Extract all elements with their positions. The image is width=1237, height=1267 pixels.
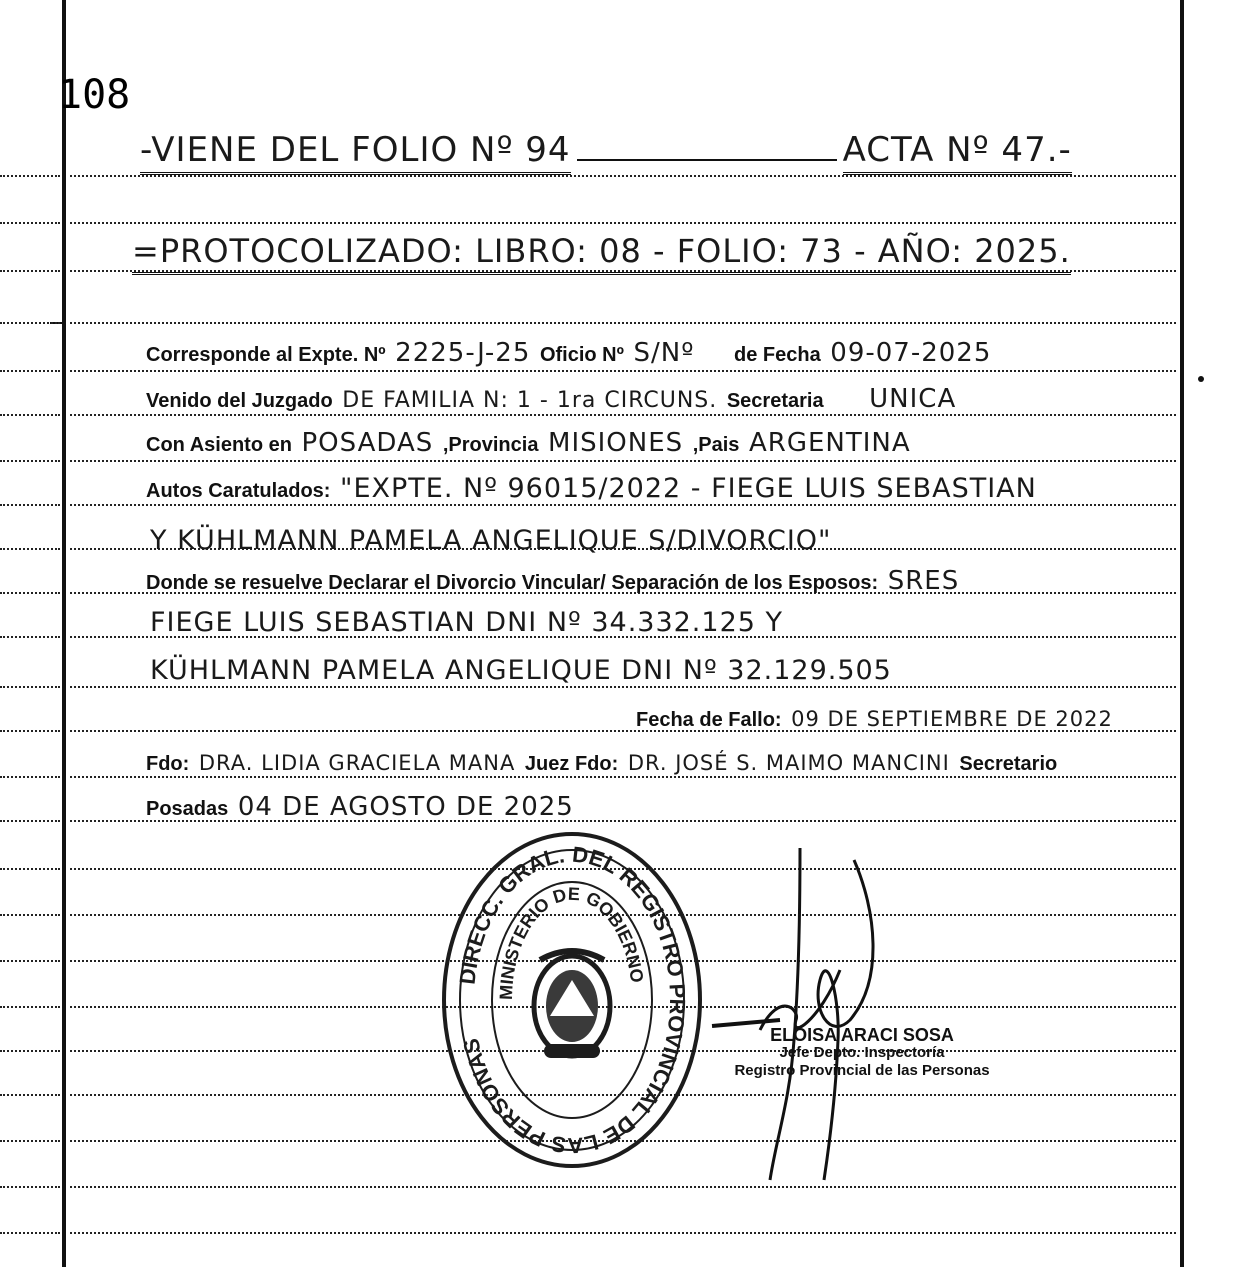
ruled-line-left [0,1094,60,1096]
fdo2-value: DR. JOSÉ S. MAIMO MANCINI [627,751,950,775]
pais-label: ,Pais [692,434,740,456]
ruled-line [70,460,1176,462]
ruled-line-left [0,270,60,272]
ruled-line-left [0,820,60,822]
donde-value: SRES [887,566,960,596]
ruled-line-left [0,868,60,870]
ruled-line-left [0,222,60,224]
autos-label: Autos Caratulados: [146,480,331,502]
asiento-label: Con Asiento en [146,434,292,456]
ruled-line-left [0,504,60,506]
provincia-label: ,Provincia [442,434,539,456]
pais-value: ARGENTINA [748,428,911,458]
fecha-label: de Fecha [734,344,821,366]
signature-scribble [700,840,900,1190]
fdo2-label: Fdo: [574,753,619,775]
ruled-line-left [0,636,60,638]
esposa-line: KÜHLMANN PAMELA ANGELIQUE DNI Nº 32.129.505 [150,655,892,686]
secretario-label: Secretario [959,753,1058,775]
fdo1-value: DRA. LIDIA GRACIELA MANA [198,751,516,775]
asiento-value: POSADAS [301,428,434,458]
corresponde-label: Corresponde al Expte. Nº [146,344,386,366]
corresponde-value: 2225-J-25 [395,338,531,368]
acta-number: ACTA Nº 47.- [843,130,1072,175]
fallo-label: Fecha de Fallo: [636,709,782,731]
ruled-line-left [0,686,60,688]
juez-label: Juez [524,753,570,775]
ruled-line [70,1186,1176,1188]
venido-label: Venido del Juzgado [146,390,333,412]
ruled-line-left [0,322,60,324]
protocol-header [132,232,1071,270]
fecha-value: 09-07-2025 [830,338,992,368]
secretaria-value: UNICA [869,384,957,414]
signatory-name: ELOISA ARACI SOSA [770,1025,954,1045]
row-fdo [146,748,1057,779]
ruled-line [70,1232,1176,1234]
esposo-line: FIEGE LUIS SEBASTIAN DNI Nº 34.332.125 Y [150,607,783,638]
stamp-outer-text: DIRECC. GRAL. DEL REGISTRO PROVINCIAL DE LAS PERSONAS [454,841,691,1159]
row-fallo [636,704,1117,735]
row-autos [146,474,1041,506]
secretaria-label: Secretaria [726,390,824,412]
folio-header [140,130,1072,170]
ruled-line-left [0,776,60,778]
ruled-line-left [0,548,60,550]
ruled-line [70,175,1176,177]
ruled-line-left [0,914,60,916]
donde-label: Donde se resuelve Declarar el Divorcio Vincular/ Separación de los Esposos: [146,572,879,594]
venido-value: DE FAMILIA N: 1 - 1ra CIRCUNS. [342,388,718,413]
provincia-value: MISIONES [548,428,684,458]
oficio-value: S/Nº [633,338,695,368]
ruled-line-left [0,1186,60,1188]
stamp-seal [440,830,704,1170]
ruled-line-left [0,370,60,372]
ruled-line-left [0,1006,60,1008]
row-esposa [146,656,896,688]
row-corresponde [146,338,995,370]
ruled-line-left [0,175,60,177]
coat-of-arms-icon [534,951,610,1058]
posadas-value: 04 DE AGOSTO DE 2025 [237,792,574,822]
handwritten-signature [700,840,900,1195]
header-rule [577,159,837,161]
ruled-line-left [0,460,60,462]
posadas-label: Posadas [146,798,229,820]
row-posadas [146,792,578,824]
row-esposo [146,608,787,640]
fdo1-label: Fdo: [146,753,190,775]
ruled-line [70,322,1176,324]
autos-value-2: Y KÜHLMANN PAMELA ANGELIQUE S/DIVORCIO" [150,525,832,556]
ruled-line [70,370,1176,372]
fallo-value: 09 DE SEPTIEMBRE DE 2022 [791,707,1113,731]
row-venido [146,384,960,416]
ruled-line-left [0,730,60,732]
signatory-title-2: Registro Provincial de las Personas [734,1062,990,1079]
row-donde [146,566,963,598]
page-number: 108 [58,72,131,118]
viene-del-folio: -VIENE DEL FOLIO Nº 94 [140,130,571,175]
official-stamp [440,830,704,1175]
ruled-line-left [0,1050,60,1052]
row-autos-2 [146,526,835,558]
ruled-line-left [0,592,60,594]
ruled-line-left [0,960,60,962]
ruled-line-left [0,1140,60,1142]
ruled-line [70,222,1176,224]
oficio-label: Oficio Nº [539,344,624,366]
ruled-line-left [0,1232,60,1234]
signature-block [712,1026,1012,1080]
stamp-inner-text: MINISTERIO DE GOBIERNO [495,883,648,1001]
ruled-line-left [0,414,60,416]
autos-value-1: "EXPTE. Nº 96015/2022 - FIEGE LUIS SEBASTIAN [340,473,1037,504]
protocol-line: =PROTOCOLIZADO: LIBRO: 08 - FOLIO: 73 - AÑO: 2025. [132,232,1071,275]
row-asiento [146,428,915,460]
signatory-title-1: Jefe Depto. Inspectoría [779,1044,945,1061]
